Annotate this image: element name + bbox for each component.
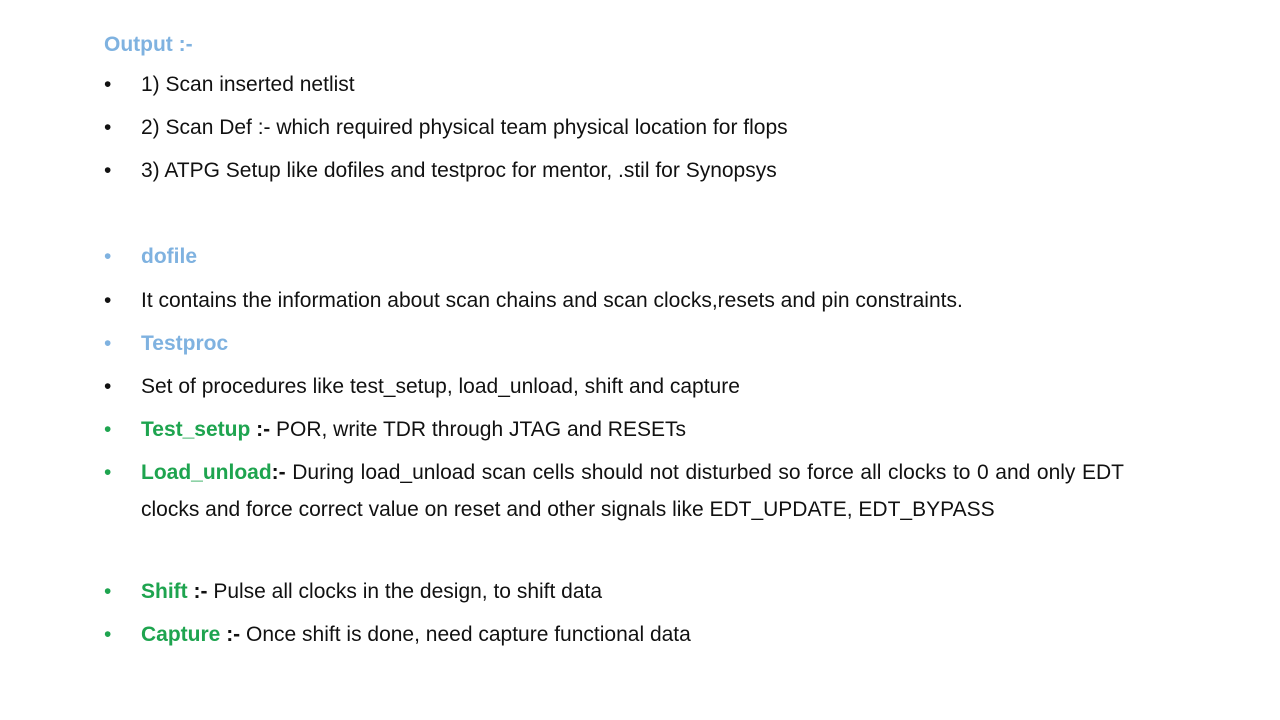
- item-text: 3) ATPG Setup like dofiles and testproc for mentor, .stil for Synopsys: [141, 159, 777, 182]
- test-setup-term: Test_setup: [141, 418, 251, 441]
- item-text: Set of procedures like test_setup, load_unload, shift and capture: [141, 375, 740, 398]
- item-text: [141, 573, 1124, 610]
- load-unload-item: [104, 454, 1124, 528]
- shift-item: [104, 573, 1124, 610]
- output-item-netlist: [104, 66, 1124, 103]
- bullet-dot: •: [104, 461, 112, 484]
- item-text: It contains the information about scan chains and scan clocks,resets and pin constraints.: [141, 289, 963, 312]
- bullet-dot: •: [104, 623, 112, 646]
- item-text: [141, 411, 1124, 448]
- test-setup-item: [104, 411, 1124, 448]
- bullet-dot: •: [104, 159, 112, 182]
- test-setup-description: POR, write TDR through JTAG and RESETs: [270, 418, 686, 441]
- bullet-dot: •: [104, 245, 112, 268]
- item-text: 2) Scan Def :- which required physical team physical location for flops: [141, 116, 788, 139]
- testproc-heading-item: [104, 325, 1124, 362]
- output-item-atpg-setup: [104, 152, 1124, 189]
- shift-term: Shift: [141, 580, 188, 603]
- term-separator: :-: [220, 623, 241, 646]
- load-unload-description: During load_unload scan cells should not disturbed so force all clocks to 0 and only EDT clocks and force correct value on reset and other signals like EDT_UPDATE, EDT_BYPASS: [141, 461, 1124, 521]
- dofile-heading-item: [104, 238, 1124, 275]
- bullet-dot: •: [104, 116, 112, 139]
- term-separator: :-: [271, 461, 286, 484]
- bullet-dot: •: [104, 418, 112, 441]
- dofile-description-item: [104, 282, 1124, 319]
- item-text: [141, 616, 1124, 653]
- bullet-dot: •: [104, 580, 112, 603]
- item-text: 1) Scan inserted netlist: [141, 73, 355, 96]
- testproc-term: Testproc: [141, 332, 229, 355]
- bullet-dot: •: [104, 289, 112, 312]
- capture-description: Once shift is done, need capture functional data: [240, 623, 691, 646]
- output-item-scan-def: [104, 109, 1124, 146]
- capture-item: [104, 616, 1124, 653]
- bullet-dot: •: [104, 332, 112, 355]
- bullet-dot: •: [104, 375, 112, 398]
- item-text: [141, 454, 1124, 528]
- capture-term: Capture: [141, 623, 221, 646]
- dofile-term: dofile: [141, 245, 197, 268]
- testproc-description-item: [104, 368, 1124, 405]
- output-heading: Output :-: [104, 33, 193, 56]
- shift-description: Pulse all clocks in the design, to shift data: [207, 580, 603, 603]
- term-separator: :-: [187, 580, 208, 603]
- term-separator: :-: [250, 418, 271, 441]
- load-unload-term: Load_unload: [141, 461, 272, 484]
- bullet-dot: •: [104, 73, 112, 96]
